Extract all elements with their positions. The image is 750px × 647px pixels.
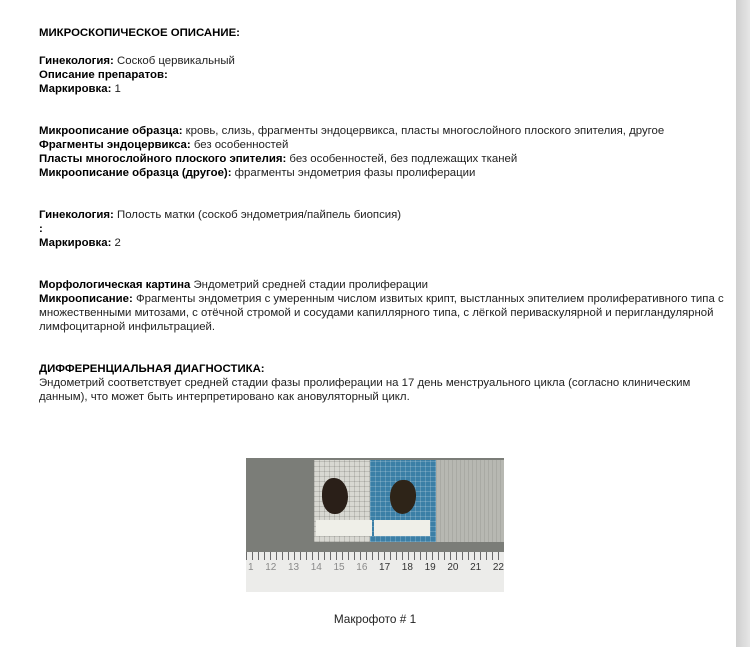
cassette-label-1 — [316, 520, 372, 536]
field-value: Полость матки (соскоб эндометрия/пайпель биопсия) — [113, 209, 402, 221]
field-micro-description-other — [39, 166, 729, 180]
photo-caption: Макрофото # 1 — [333, 612, 417, 626]
field-value: без особенностей, без подлежащих тканей — [286, 153, 518, 165]
tissue-sample-1 — [322, 478, 348, 514]
field-label: Гинекология: — [39, 209, 114, 221]
field-endocervix-fragments — [39, 138, 729, 152]
field-value: кровь, слизь, фрагменты эндоцервикса, пласты многослойного плоского эпителия, другое — [182, 125, 665, 137]
field-microdescription — [39, 292, 729, 334]
ruler-tick-label: 16 — [356, 562, 368, 573]
ruler-tick-label: 17 — [379, 562, 391, 573]
field-squamous-layers — [39, 152, 729, 166]
ruler-tick-label: 15 — [333, 562, 345, 573]
field-label: Микроописание образца: — [39, 125, 183, 137]
heading-differential-diagnosis: ДИФФЕРЕНЦИАЛЬНАЯ ДИАГНОСТИКА: — [39, 363, 265, 375]
ruler-tick-label: 22 — [492, 562, 504, 573]
field-gynecology-2 — [39, 208, 729, 222]
macro-photo — [246, 458, 504, 592]
ruler-tick-label: 20 — [447, 562, 459, 573]
field-micro-description — [39, 124, 729, 138]
field-value: 1 — [111, 83, 121, 95]
ruler-tick-label: 19 — [424, 562, 436, 573]
ruler-tick-label: 1 — [248, 562, 254, 573]
heading-microscopic: МИКРОСКОПИЧЕСКОЕ ОПИСАНИЕ: — [39, 27, 240, 39]
field-label: Пласты многослойного плоского эпителия: — [39, 153, 287, 165]
field-label: Фрагменты эндоцервикса: — [39, 139, 191, 151]
field-marking-2 — [39, 236, 729, 250]
cassette-label-2 — [374, 520, 430, 536]
field-label: Гинекология: — [39, 55, 114, 67]
ruler-tick-label: 13 — [287, 562, 300, 573]
field-colon: : — [39, 223, 43, 235]
viewer-gutter — [736, 0, 750, 647]
field-label: Микроописание образца (другое): — [39, 167, 232, 179]
field-value: 2 — [111, 237, 121, 249]
field-value: Соскоб цервикальный — [113, 55, 235, 67]
field-value: Эндометрий средней стадии пролиферации — [190, 279, 428, 291]
field-value: фрагменты эндометрия фазы пролиферации — [231, 167, 476, 179]
diagnosis-text: Эндометрий соответствует средней стадии фазы пролиферации на 17 день менструального цикла (согласно клиническим данным), что может быть интерпретировано как ановуляторный цикл. — [39, 377, 691, 403]
ruler-ticks — [248, 562, 504, 573]
report-content — [39, 26, 729, 404]
field-label: Морфологическая картина — [39, 279, 191, 291]
ruler-tick-label: 12 — [265, 562, 277, 573]
field-specimen-description: Описание препаратов: — [39, 69, 168, 81]
field-morphology — [39, 278, 729, 292]
background-cassette — [432, 460, 504, 542]
field-label: Микроописание: — [39, 293, 133, 305]
ruler-tick-label: 14 — [310, 562, 322, 573]
field-marking-1 — [39, 82, 729, 96]
ruler-tick-label: 18 — [401, 562, 413, 573]
field-label: Маркировка: — [39, 237, 112, 249]
field-value: без особенностей — [190, 139, 289, 151]
field-gynecology-1 — [39, 54, 729, 68]
ruler-tick-label: 21 — [470, 562, 482, 573]
field-label: Маркировка: — [39, 83, 112, 95]
field-value: Фрагменты эндометрия с умеренным числом извитых крипт, выстланных эпителием пролиферативного типа с множественными митозами, с отёчной стромой и сосудами капиллярного типа, с лёгкой периваскулярной и перигландулярной лимфоцитарной инфильтрацией. — [39, 293, 724, 333]
